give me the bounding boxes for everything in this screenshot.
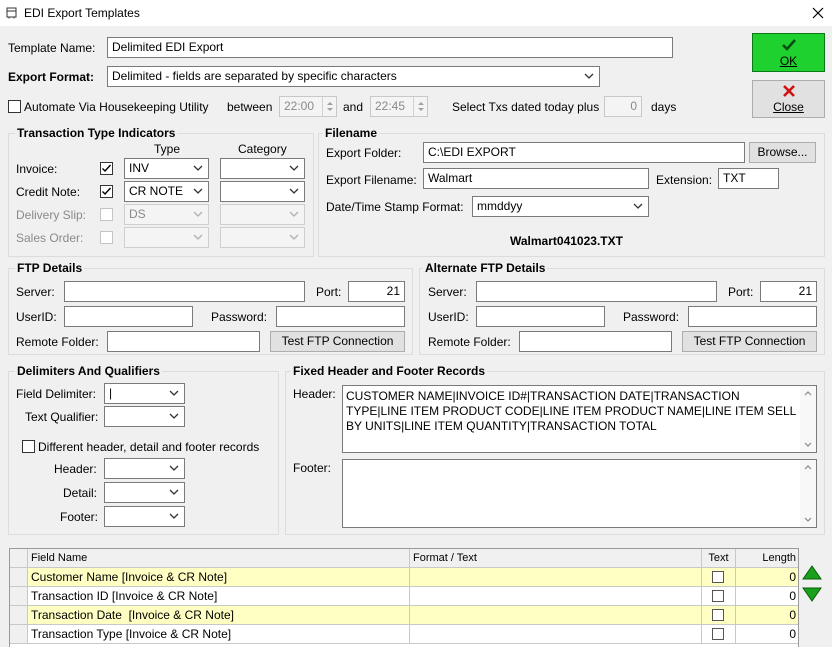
ftp-title: FTP Details bbox=[17, 261, 83, 275]
alt-ftp-remote-folder-label: Remote Folder: bbox=[428, 335, 511, 349]
and-label: and bbox=[343, 100, 364, 114]
table-row[interactable] bbox=[10, 568, 798, 587]
scroll-up-icon bbox=[804, 390, 812, 396]
table-row[interactable] bbox=[10, 625, 798, 644]
col-field-name[interactable]: Field Name bbox=[28, 549, 410, 568]
fixed-header-label: Header: bbox=[293, 387, 336, 401]
type-header: Type bbox=[154, 142, 181, 156]
row-marker[interactable] bbox=[10, 568, 28, 587]
delivery-slip-label: Delivery Slip: bbox=[16, 208, 87, 222]
sales-order-label: Sales Order: bbox=[16, 231, 84, 245]
select-txs-label: Select Txs dated today plus bbox=[452, 100, 600, 114]
different-records-checkbox[interactable] bbox=[22, 440, 35, 453]
date-stamp-value: mmddyy bbox=[477, 199, 523, 213]
field-delimiter-value: | bbox=[109, 386, 113, 400]
different-records-label: Different header, detail and footer records bbox=[38, 440, 260, 454]
sales-order-checkbox[interactable] bbox=[100, 231, 113, 244]
checkmark-icon bbox=[101, 163, 112, 174]
alt-ftp-title: Alternate FTP Details bbox=[425, 261, 546, 275]
export-filename-label: Export Filename: bbox=[326, 173, 417, 187]
length-cell[interactable]: 0 bbox=[736, 625, 799, 644]
delivery-slip-checkbox[interactable] bbox=[100, 208, 113, 221]
field-name-cell[interactable]: Transaction ID [Invoice & CR Note] bbox=[28, 587, 410, 606]
delim-header-select[interactable] bbox=[104, 458, 185, 479]
table-row[interactable] bbox=[10, 606, 798, 625]
credit-note-label: Credit Note: bbox=[16, 185, 81, 199]
export-format-label: Export Format: bbox=[8, 70, 95, 84]
invoice-category-select[interactable] bbox=[220, 158, 305, 179]
filename-title: Filename bbox=[325, 126, 378, 140]
invoice-checkbox[interactable] bbox=[100, 162, 113, 175]
move-down-arrow-icon[interactable] bbox=[802, 586, 822, 602]
chevron-down-icon bbox=[288, 228, 300, 247]
format-text-cell[interactable] bbox=[410, 568, 702, 587]
text-checkbox[interactable] bbox=[712, 571, 724, 583]
scroll-down-icon bbox=[804, 442, 812, 448]
format-text-cell[interactable] bbox=[410, 606, 702, 625]
table-row[interactable] bbox=[10, 587, 798, 606]
chevron-down-icon bbox=[583, 67, 595, 86]
credit-note-type-select[interactable] bbox=[124, 181, 209, 202]
ok-label: OK bbox=[779, 54, 798, 68]
text-cell[interactable] bbox=[702, 568, 736, 587]
check-icon bbox=[781, 37, 797, 53]
chevron-down-icon bbox=[168, 483, 180, 502]
days-label: days bbox=[651, 100, 677, 114]
export-folder-input[interactable]: C:\EDI EXPORT bbox=[423, 142, 745, 163]
alt-ftp-server-input[interactable] bbox=[476, 281, 717, 302]
app-icon bbox=[6, 7, 18, 19]
footer-scrollbar[interactable] bbox=[800, 460, 816, 527]
length-cell[interactable]: 0 bbox=[736, 606, 799, 625]
alt-ftp-server-label: Server: bbox=[428, 285, 467, 299]
header-scrollbar[interactable] bbox=[800, 386, 816, 452]
ftp-port-input[interactable]: 21 bbox=[348, 281, 405, 302]
chevron-down-icon bbox=[192, 205, 204, 224]
col-length[interactable]: Length bbox=[736, 549, 799, 568]
chevron-down-icon bbox=[288, 205, 300, 224]
chevron-down-icon bbox=[192, 228, 204, 247]
extension-input[interactable]: TXT bbox=[718, 168, 779, 189]
delivery-slip-category-select[interactable] bbox=[220, 204, 305, 225]
invoice-type-value: INV bbox=[129, 161, 150, 175]
field-name-cell[interactable]: Transaction Date [Invoice & CR Note] bbox=[28, 606, 410, 625]
delivery-slip-type-value: DS bbox=[129, 207, 146, 221]
text-cell[interactable] bbox=[702, 625, 736, 644]
text-checkbox[interactable] bbox=[712, 628, 724, 640]
grid-corner bbox=[10, 549, 28, 568]
text-cell[interactable] bbox=[702, 606, 736, 625]
delim-footer-label: Footer: bbox=[60, 510, 99, 524]
ftp-remote-folder-input[interactable] bbox=[107, 331, 260, 352]
invoice-label: Invoice: bbox=[16, 162, 58, 176]
export-format-value: Delimited - fields are separated by specific characters bbox=[112, 69, 397, 83]
delim-footer-select[interactable] bbox=[104, 506, 185, 527]
template-name-input[interactable]: Delimited EDI Export bbox=[107, 37, 673, 58]
field-delimiter-select[interactable] bbox=[104, 383, 185, 404]
alt-ftp-password-label: Password: bbox=[623, 310, 680, 324]
scroll-down-icon bbox=[804, 517, 812, 523]
chevron-down-icon bbox=[168, 407, 180, 426]
filename-preview: Walmart041023.TXT bbox=[510, 234, 623, 248]
close-label: Close bbox=[773, 100, 804, 114]
sales-order-category-select[interactable] bbox=[220, 227, 305, 248]
delivery-slip-type-select[interactable] bbox=[124, 204, 209, 225]
delim-detail-label: Detail: bbox=[63, 486, 98, 500]
invoice-type-select[interactable] bbox=[124, 158, 209, 179]
close-button[interactable] bbox=[752, 80, 825, 118]
window-title: EDI Export Templates bbox=[24, 6, 140, 20]
chevron-down-icon bbox=[192, 159, 204, 178]
ftp-port-label: Port: bbox=[316, 285, 342, 299]
category-header: Category bbox=[238, 142, 287, 156]
end-time-value: 22:45 bbox=[375, 99, 406, 113]
credit-note-category-select[interactable] bbox=[220, 181, 305, 202]
extension-label: Extension: bbox=[656, 173, 713, 187]
ftp-server-input[interactable] bbox=[64, 281, 305, 302]
text-qualifier-label: Text Qualifier: bbox=[25, 410, 99, 424]
chevron-down-icon bbox=[632, 197, 644, 216]
days-input[interactable]: 0 bbox=[604, 96, 642, 117]
fields-grid bbox=[9, 548, 799, 647]
delim-detail-select[interactable] bbox=[104, 482, 185, 503]
col-format-text[interactable]: Format / Text bbox=[410, 549, 702, 568]
row-marker[interactable] bbox=[10, 587, 28, 606]
row-marker[interactable] bbox=[10, 625, 28, 644]
transaction-type-title: Transaction Type Indicators bbox=[17, 126, 176, 140]
end-time-spinner[interactable] bbox=[370, 96, 428, 117]
export-format-select[interactable] bbox=[107, 66, 600, 87]
alt-ftp-password-input[interactable] bbox=[688, 306, 817, 327]
format-text-cell[interactable] bbox=[410, 587, 702, 606]
scroll-up-icon bbox=[804, 464, 812, 470]
export-folder-label: Export Folder: bbox=[326, 146, 402, 160]
credit-note-checkbox[interactable] bbox=[100, 185, 113, 198]
fixed-header-value: CUSTOMER NAME|INVOICE ID#|TRANSACTION DATE|TRANSACTION TYPE|LINE ITEM PRODUCT CODE|LINE ITEM PRODUCT NAME|LINE ITEM SELL BY UNITS|LINE ITEM QUANTITY|TRANSACTION TOTAL bbox=[346, 389, 796, 433]
spin-arrows-icon bbox=[322, 97, 336, 116]
ftp-userid-label: UserID: bbox=[16, 310, 57, 324]
col-text[interactable]: Text bbox=[702, 549, 736, 568]
field-name-cell[interactable]: Customer Name [Invoice & CR Note] bbox=[28, 568, 410, 587]
red-x-icon bbox=[782, 84, 796, 98]
chevron-down-icon bbox=[168, 507, 180, 526]
field-delimiter-label: Field Delimiter: bbox=[16, 387, 97, 401]
fixed-header-textarea[interactable] bbox=[342, 385, 817, 453]
alt-ftp-port-label: Port: bbox=[728, 285, 754, 299]
field-name-cell[interactable]: Transaction Type [Invoice & CR Note] bbox=[28, 625, 410, 644]
ftp-userid-input[interactable] bbox=[64, 306, 193, 327]
chevron-down-icon bbox=[288, 182, 300, 201]
start-time-spinner[interactable] bbox=[279, 96, 337, 117]
spin-arrows-icon bbox=[413, 97, 427, 116]
ok-button[interactable] bbox=[752, 33, 825, 72]
alt-ftp-remote-folder-input[interactable] bbox=[519, 331, 672, 352]
text-checkbox[interactable] bbox=[712, 609, 724, 621]
ftp-server-label: Server: bbox=[16, 285, 55, 299]
ftp-password-input[interactable] bbox=[276, 306, 405, 327]
row-marker[interactable] bbox=[10, 606, 28, 625]
move-up-arrow-icon[interactable] bbox=[802, 565, 822, 581]
chevron-down-icon bbox=[168, 384, 180, 403]
fixed-footer-textarea[interactable] bbox=[342, 459, 817, 528]
length-cell[interactable]: 0 bbox=[736, 568, 799, 587]
automate-label: Automate Via Housekeeping Utility bbox=[24, 100, 209, 114]
fixed-footer-label: Footer: bbox=[293, 461, 332, 475]
length-cell[interactable]: 0 bbox=[736, 587, 799, 606]
ftp-password-label: Password: bbox=[211, 310, 268, 324]
test-ftp-button[interactable]: Test FTP Connection bbox=[270, 331, 405, 352]
format-text-cell[interactable] bbox=[410, 625, 702, 644]
title-bar bbox=[0, 0, 832, 26]
credit-note-type-value: CR NOTE bbox=[129, 184, 183, 198]
delim-header-label: Header: bbox=[54, 462, 97, 476]
delimiters-title: Delimiters And Qualifiers bbox=[17, 364, 160, 378]
date-stamp-select[interactable] bbox=[472, 196, 649, 217]
export-filename-input[interactable]: Walmart bbox=[423, 168, 649, 189]
close-icon[interactable] bbox=[812, 7, 824, 19]
text-qualifier-select[interactable] bbox=[104, 406, 185, 427]
chevron-down-icon bbox=[192, 182, 204, 201]
template-name-label: Template Name: bbox=[8, 41, 96, 55]
browse-button[interactable]: Browse... bbox=[749, 142, 816, 163]
between-label: between bbox=[227, 100, 273, 114]
grid-header-row bbox=[10, 549, 798, 568]
alt-ftp-userid-input[interactable] bbox=[476, 306, 605, 327]
text-checkbox[interactable] bbox=[712, 590, 724, 602]
fixed-records-title: Fixed Header and Footer Records bbox=[293, 364, 486, 378]
text-cell[interactable] bbox=[702, 587, 736, 606]
start-time-value: 22:00 bbox=[284, 99, 315, 113]
chevron-down-icon bbox=[288, 159, 300, 178]
alt-ftp-userid-label: UserID: bbox=[428, 310, 469, 324]
automate-checkbox[interactable] bbox=[8, 100, 21, 113]
date-stamp-label: Date/Time Stamp Format: bbox=[326, 200, 464, 214]
ftp-remote-folder-label: Remote Folder: bbox=[16, 335, 99, 349]
sales-order-type-select[interactable] bbox=[124, 227, 209, 248]
alt-ftp-port-input[interactable]: 21 bbox=[760, 281, 817, 302]
chevron-down-icon bbox=[168, 459, 180, 478]
checkmark-icon bbox=[101, 186, 112, 197]
alt-test-ftp-button[interactable]: Test FTP Connection bbox=[682, 331, 817, 352]
